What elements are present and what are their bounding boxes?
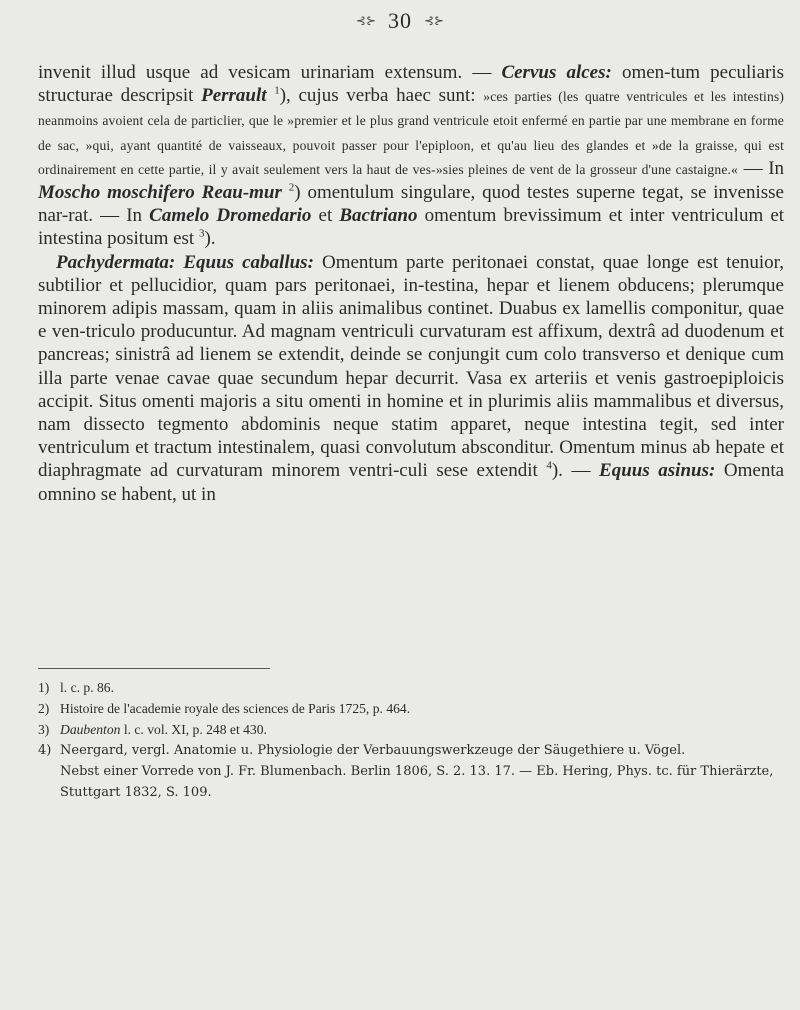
french-quote: »ces parties (les quatre ventricules et les intestins) neanmoins avoient cela de particlier, que le »premier et le plus grand ventricule etoit enfermé en partie par une membrane en forme de sac, »qui, ayant quantité de vaisseaux, pouvoit passer pour l'epiploon, et qu'au lieu des glandes et »de la graisse, qui est ordinairement en cette partie, il y avait seulement vers la haut de ves-»sies pleines de vent de la grosseur d'une castaigne.« bbox=[38, 89, 785, 177]
ornament-right-icon: ⊰⊱ bbox=[424, 13, 445, 28]
species-name: Cervus alces: bbox=[501, 62, 612, 83]
page-header bbox=[0, 8, 800, 34]
footnote-3: 3) Daubenton l. c. vol. XI, p. 248 et 430. bbox=[38, 722, 267, 737]
section-heading: Pachydermata: bbox=[56, 251, 176, 273]
species-name: Moscho moschifero bbox=[38, 182, 195, 204]
footnotes bbox=[38, 677, 784, 803]
footnote-ref: 3 bbox=[198, 228, 205, 241]
main-text bbox=[38, 61, 784, 506]
footnote-2: 2) Histoire de l'academie royale des sciences de Paris 1725, p. 464. bbox=[38, 701, 411, 716]
author-name: Reau-mur bbox=[201, 182, 282, 204]
footnote-ref: 1 bbox=[274, 84, 280, 97]
species-name: Bactriano bbox=[339, 205, 418, 227]
species-name: Camelo Dromedario bbox=[149, 205, 312, 227]
footnote-divider bbox=[38, 668, 270, 669]
paragraph-pachydermata: Pachydermata: Equus caballus: Omentum parte peritonaei constat, quae longe est tenuior, subtilior et pellucidior, quam pars peritonaei, in-testina, hepar et lienem obducens; plerumque minorem adipis massam, quam in aliis animalibus continet. Duabus ex lamellis componitur, quae e ven-triculo producuntur. Ad magnam ventriculi curvaturam est affixum, dextrâ ad duodenum et pancreas; sinistrâ ad lienem se extendit, deinde se conjungit cum colo transverso et denique cum illa parte venae cavae quae secundum hepar decurrit. Vasa ex arteriis et venis gastroepiploicis accipit. Situs omenti majoris a situ omenti in homine et in plurimis aliis mammalibus et diversus, nam dissecto tegmento abdominis neque statim apparet, neque intestina tegit, sed inter ventriculum et tractum intestinalem, quasi convolutum absconditur. Omentum minus ab hepate et diaphragmate ad curvaturam minorem ventri-culi sese extendit $^4$). — Equus asinus: Omenta omnino se habent, ut in bbox=[38, 251, 785, 505]
page-number: 30 bbox=[388, 8, 412, 33]
species-name: Equus caballus: bbox=[183, 251, 314, 273]
footnote-1: 1) l. c. p. 86. bbox=[38, 680, 114, 695]
footnote-ref: 2 bbox=[288, 181, 295, 194]
species-name: Equus asinus: bbox=[599, 460, 716, 482]
footnote-ref: 4 bbox=[546, 460, 552, 473]
footnote-4: 4) Neergard, vergl. Anatomie u. Physiologie der Verbauungswerkzeuge der Säugethiere u. Vögel. Nebst einer Vorrede von J. Fr. Blumenbach. Berlin 1806, S. 2. 13. 17. — Eb. Hering, Phys. tc. für Thierärzte, Stuttgart 1832, S. 109. bbox=[38, 743, 774, 800]
paragraph-cervus: invenit illud usque ad vesicam urinariam extensum. — Cervus alces: omen-tum peculiaris structurae descripsit Perrault $^1$), cujus verba haec sunt: »ces parties (les quatre ventricules et les intestins) neanmoins avoient cela de particlier, que le »premier et le plus grand ventricule etoit enfermé en partie par une membrane en forme de sac, »qui, ayant quantité de vaisseaux, pouvoit passer pour l'epiploon, et qu'au lieu des glandes et »de la graisse, qui est ordinairement en cette partie, il y avait seulement vers la haut de ves-»sies pleines de vent de la grosseur d'une castaigne.« — In Moscho moschifero Reau-mur $^2$) omentulum singulare, quod testes superne tegat, se invenisse nar-rat. — In Camelo Dromedario et Bactriano omentum brevissimum et inter ventriculum et intestina positum est $^3$). bbox=[38, 62, 785, 250]
ornament-left-icon: ⊰⊱ bbox=[355, 13, 376, 28]
author-name: Perrault bbox=[201, 85, 267, 107]
